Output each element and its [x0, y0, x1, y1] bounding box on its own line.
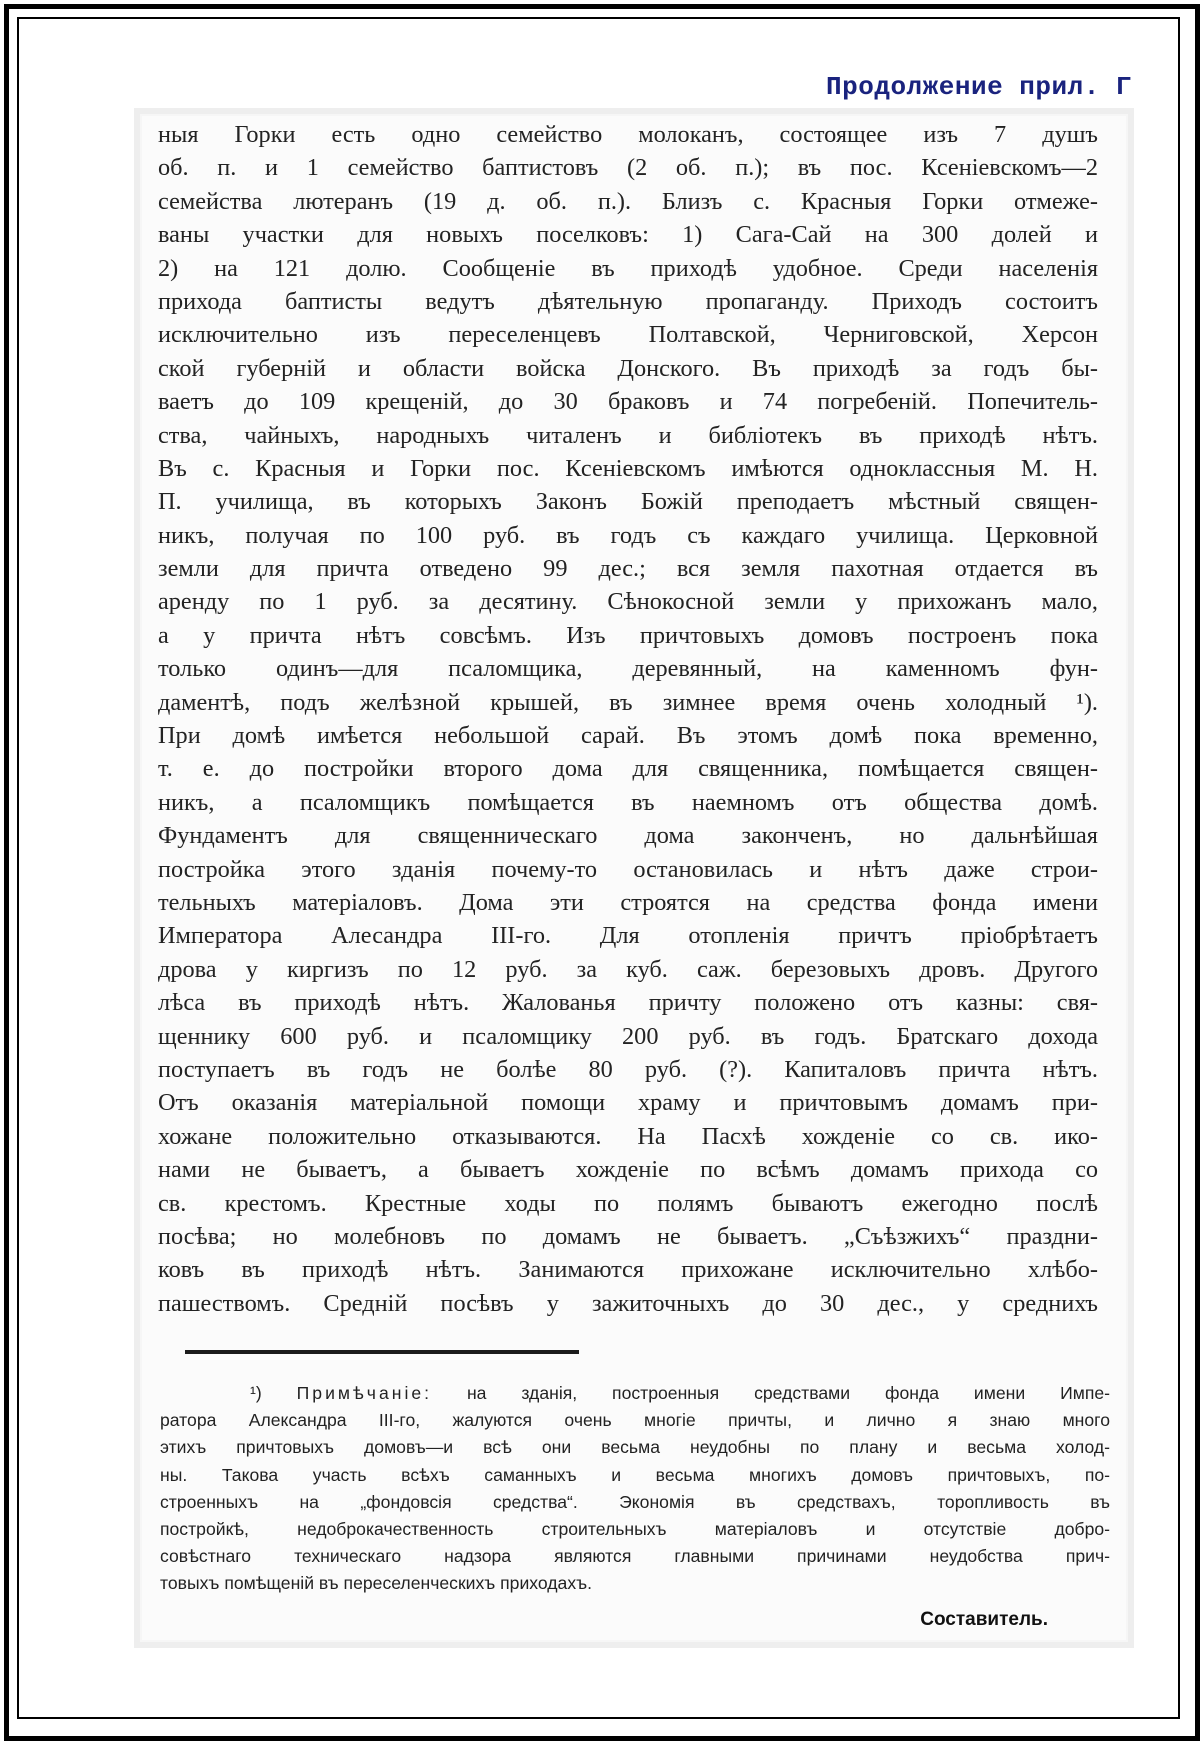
text-line: даментѣ, подъ желѣзной крышей, въ зимнее время очень холодный ¹). [158, 688, 1098, 716]
text-line: лѣса въ приходѣ нѣтъ. Жалованья причту положено отъ казны: свя- [158, 989, 1098, 1017]
body-text [158, 118, 1098, 1320]
text-line: т. е. до постройки второго дома для священника, помѣщается священ- [158, 755, 1098, 783]
text-line: никъ, получая по 100 руб. въ годъ съ каждаго училища. Церковной [158, 521, 1098, 549]
text-line: только одинъ—для псаломщика, деревянный, на каменномъ фун- [158, 655, 1098, 683]
text-line: постройка этого зданiя почему-то остановилась и нѣтъ даже строи- [158, 855, 1098, 883]
footnote [160, 1380, 1110, 1598]
footnote-line: строенныхъ на „фондовсiя средства“. Экономiя въ средствахъ, торопливость въ [160, 1491, 1110, 1512]
footnote-line: постройкѣ, недоброкачественность строительныхъ матерiаловъ и отсутствiе добро- [160, 1518, 1110, 1539]
text-line: посѣва; но молебновъ по домамъ не бываетъ. „Съѣзжихъ“ праздни- [158, 1222, 1098, 1250]
page-header-title: Продолжение прил. Г [826, 72, 1132, 102]
footnote-signature: Составитель. [920, 1609, 1048, 1630]
text-line: П. училища, въ которыхъ Законъ Божiй преподаетъ мѣстный священ- [158, 488, 1098, 516]
text-line: хожане положительно отказываются. На Пасхѣ хожденiе со св. ико- [158, 1122, 1098, 1150]
text-line: ской губернiй и области войска Донского. Въ приходѣ за годъ бы- [158, 354, 1098, 382]
footnote-line: совѣстнаго техническаго надзора являются главными причинами неудобства прич- [160, 1546, 1110, 1567]
text-line: а у причта нѣтъ совсѣмъ. Изъ причтовыхъ домовъ построенъ пока [158, 621, 1098, 649]
text-line: Отъ оказанiя матерiальной помощи храму и причтовымъ домамъ при- [158, 1089, 1098, 1117]
text-line: семейства лютеранъ (19 д. об. п.). Близъ с. Красныя Горки отмеже- [158, 187, 1098, 215]
footnote-line: ны. Такова участь всѣхъ саманныхъ и весьма многихъ домовъ причтовыхъ, по- [160, 1464, 1110, 1485]
footnote-line [160, 1380, 1110, 1407]
footnote-line: ратора Александра III-го, жалуются очень многiе причты, и лично я знаю много [160, 1410, 1110, 1431]
footnote-line: этихъ причтовыхъ домовъ—и всѣ они весьма неудобны по плану и весьма холод- [160, 1437, 1110, 1458]
footnote-marker: ¹) [250, 1383, 262, 1403]
text-line: ковъ въ приходѣ нѣтъ. Занимаются прихожане исключительно хлѣбо- [158, 1256, 1098, 1284]
text-line: Въ с. Красныя и Горки пос. Ксенiевскомъ имѣются одноклассныя М. Н. [158, 454, 1098, 482]
text-line: ства, чайныхъ, народныхъ читаленъ и библiотекъ въ приходѣ нѣтъ. [158, 421, 1098, 449]
footnote-text: на зданiя, построенныя средствами фонда имени Импе- [466, 1383, 1110, 1403]
text-line: щеннику 600 руб. и псаломщику 200 руб. въ годъ. Братскаго дохода [158, 1022, 1098, 1050]
text-line: При домѣ имѣется небольшой сарай. Въ этомъ домѣ пока временно, [158, 722, 1098, 750]
footnote-separator [185, 1350, 579, 1354]
text-line: нами не бываетъ, а бываетъ хожденiе по всѣмъ домамъ прихода со [158, 1156, 1098, 1184]
text-line: ваны участки для новыхъ поселковъ: 1) Сага-Сай на 300 долей и [158, 221, 1098, 249]
text-line: св. крестомъ. Крестные ходы по полямъ бываютъ ежегодно послѣ [158, 1189, 1098, 1217]
text-line: 2) на 121 долю. Сообщенiе въ приходѣ удобное. Среди населенiя [158, 254, 1098, 282]
footnote-label: Примѣчанiе: [296, 1383, 433, 1403]
text-line: исключительно изъ переселенцевъ Полтавской, Черниговской, Херсон [158, 321, 1098, 349]
text-line: пашествомъ. Среднiй посѣвъ у зажиточныхъ до 30 дес., у среднихъ [158, 1289, 1098, 1317]
text-line: об. п. и 1 семейство баптистовъ (2 об. п.); въ пос. Ксенiевскомъ—2 [158, 154, 1098, 182]
text-line: поступаетъ въ годъ не болѣе 80 руб. (?). Капиталовъ причта нѣтъ. [158, 1055, 1098, 1083]
text-line: Императора Алесандра III-го. Для отопленiя причтъ прiобрѣтаетъ [158, 922, 1098, 950]
text-line: аренду по 1 руб. за десятину. Сѣнокосной земли у прихожанъ мало, [158, 588, 1098, 616]
footnote-line: товыхъ помѣщенiй въ переселенческихъ приходахъ. [160, 1573, 593, 1594]
text-line: дрова у киргизъ по 12 руб. за куб. саж. березовыхъ дровъ. Другого [158, 955, 1098, 983]
text-line: никъ, а псаломщикъ помѣщается въ наемномъ отъ общества домѣ. [158, 788, 1098, 816]
text-line: Фундаментъ для священническаго дома законченъ, но дальнѣйшая [158, 822, 1098, 850]
text-line: ваетъ до 109 крещенiй, до 30 браковъ и 74 погребенiй. Попечитель- [158, 388, 1098, 416]
text-line: земли для причта отведено 99 дес.; вся земля пахотная отдается въ [158, 555, 1098, 583]
text-line: ныя Горки есть одно семейство молоканъ, состоящее изъ 7 душъ [158, 121, 1098, 148]
text-line: тельныхъ матерiаловъ. Дома эти строятся на средства фонда имени [158, 888, 1098, 916]
text-line: прихода баптисты ведутъ дѣятельную пропаганду. Приходъ состоитъ [158, 287, 1098, 315]
